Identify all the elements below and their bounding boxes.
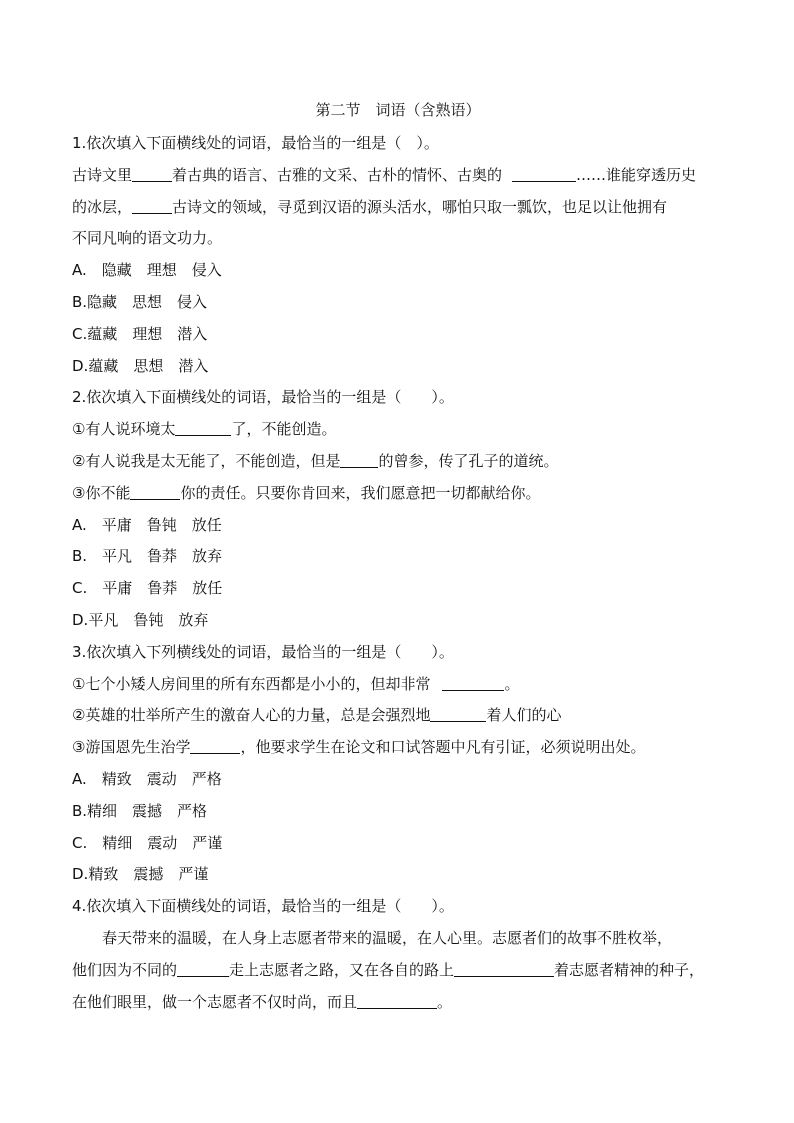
worksheet-page [72, 96, 724, 1018]
question-4-passage-line-1: 春天带来的温暖，在人身上志愿者带来的温暖，在人心里。志愿者们的故事不胜枚举， [102, 928, 673, 947]
question-3-sentence-2: ②英雄的壮举所产生的激奋人心的力量，总是会强烈地 着人们的心 [72, 706, 562, 725]
answer-blank[interactable] [132, 197, 172, 214]
option-a[interactable]: A. 平庸 鲁钝 放任 [72, 515, 222, 534]
answer-blank[interactable] [442, 674, 504, 691]
question-3-stem: 3.依次填入下列横线处的词语，最恰当的一组是（ ）。 [72, 642, 454, 661]
answer-blank[interactable] [130, 483, 180, 500]
answer-blank[interactable] [175, 419, 231, 436]
option-b[interactable]: B.隐藏 思想 侵入 [72, 292, 208, 311]
answer-blank[interactable] [132, 165, 172, 182]
section-title: 第二节 词语（含熟语） [315, 101, 481, 119]
option-d[interactable]: D.蕴藏 思想 潜入 [72, 356, 209, 375]
question-3-sentence-1: ①七个小矮人房间里的所有东西都是小小的，但却非常 。 [72, 674, 520, 693]
answer-blank[interactable] [340, 451, 378, 468]
question-1-passage-line-2: 的冰层， 古诗文的领域，寻觅到汉语的源头活水，哪怕只取一瓢饮，也足以让他拥有 [72, 197, 668, 216]
question-2 [72, 382, 724, 636]
option-c[interactable]: C. 精细 震动 严谨 [72, 833, 223, 852]
question-4 [72, 891, 724, 1018]
question-4-passage-line-2: 他们因为不同的 走上志愿者之路，又在各自的路上 着志愿者精神的种子， [72, 960, 705, 979]
answer-blank[interactable] [357, 992, 437, 1009]
option-b[interactable]: B.精细 震撼 严格 [72, 801, 208, 820]
question-2-sentence-3: ③你不能 你的责任。只要你肯回来，我们愿意把一切都献给你。 [72, 483, 541, 502]
answer-blank[interactable] [430, 705, 486, 722]
option-b[interactable]: B. 平凡 鲁莽 放弃 [72, 547, 223, 566]
question-2-sentence-2: ②有人说我是太无能了，不能创造，但是 的曾参，传了孔子的道统。 [72, 451, 559, 470]
question-1 [72, 128, 724, 382]
answer-blank[interactable] [177, 960, 229, 977]
option-d[interactable]: D.平凡 鲁钝 放弃 [72, 610, 209, 629]
question-4-passage-line-3: 在他们眼里，做一个志愿者不仅时尚，而且 。 [72, 992, 453, 1011]
answer-blank[interactable] [190, 737, 240, 754]
answer-blank[interactable] [512, 165, 576, 182]
option-a[interactable]: A. 精致 震动 严格 [72, 769, 222, 788]
question-1-passage-line-3: 不同凡响的语文功力。 [72, 229, 223, 248]
question-3-sentence-3: ③游国恩先生治学 ，他要求学生在论文和口试答题中凡有引证，必须说明出处。 [72, 738, 646, 757]
option-c[interactable]: C. 平庸 鲁莽 放任 [72, 579, 223, 598]
option-a[interactable]: A. 隐藏 理想 侵入 [72, 261, 222, 280]
answer-blank[interactable] [454, 960, 554, 977]
question-2-stem: 2.依次填入下面横线处的词语，最恰当的一组是（ ）。 [72, 388, 454, 407]
question-2-sentence-1: ①有人说环境太 了，不能创造。 [72, 420, 337, 439]
option-c[interactable]: C.蕴藏 理想 潜入 [72, 324, 208, 343]
question-1-passage-line-1: 古诗文里 着古典的语言、古雅的文采、古朴的情怀、古奥的 ……谁能穿透历史 [72, 165, 697, 184]
option-d[interactable]: D.精致 震撼 严谨 [72, 865, 209, 884]
question-4-stem: 4.依次填入下面横线处的词语，最恰当的一组是（ ）。 [72, 897, 454, 916]
question-3 [72, 637, 724, 891]
question-1-stem: 1.依次填入下面横线处的词语，最恰当的一组是（ ）。 [72, 134, 439, 152]
